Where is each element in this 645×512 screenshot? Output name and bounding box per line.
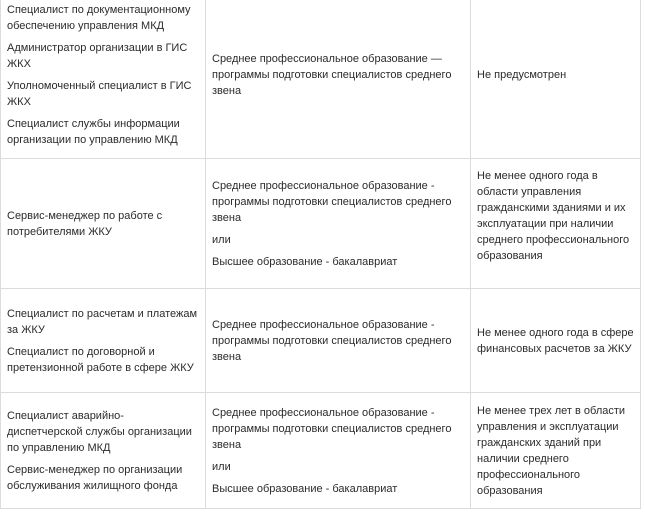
role-name: Специалист аварийно-диспетчерской службы организации по управлению МКД — [7, 409, 192, 454]
education-text: Высшее образование - бакалавриат — [212, 482, 398, 495]
experience-cell — [471, 159, 641, 289]
role-name: Специалист по расчетам и платежам за ЖКУ — [7, 307, 198, 336]
education-cell — [206, 289, 471, 393]
roles-cell — [1, 289, 206, 393]
role-name: Сервис-менеджер по организации обслуживания жилищного фонда — [7, 463, 183, 492]
education-or: или — [212, 460, 231, 473]
education-text: Среднее профессиональное образование - программы подготовки специалистов среднего звена — [212, 406, 452, 451]
experience-cell — [471, 0, 641, 159]
role-name: Уполномоченный специалист в ГИС ЖКХ — [7, 79, 192, 108]
education-cell — [206, 393, 471, 509]
roles-cell — [1, 393, 206, 509]
experience-text: Не предусмотрен — [477, 68, 567, 81]
roles-cell — [1, 0, 206, 159]
experience-cell — [471, 393, 641, 509]
education-text: Высшее образование - бакалавриат — [212, 255, 398, 268]
education-text: Среднее профессиональное образование - программы подготовки специалистов среднего звена — [212, 318, 452, 363]
role-name: Специалист по договорной и претензионной работе в сфере ЖКУ — [7, 345, 194, 374]
role-name: Специалист службы информации организации по управлению МКД — [7, 117, 180, 146]
role-name: Специалист по документационному обеспечению управления МКД — [7, 3, 191, 32]
education-text: Среднее профессиональное образование - программы подготовки специалистов среднего звена — [212, 179, 452, 224]
education-or: или — [212, 233, 231, 246]
experience-text: Не менее одного года в области управления гражданскими зданиями и их эксплуатации при наличии среднего профессионального образования — [477, 170, 630, 262]
table-row — [1, 0, 641, 159]
experience-cell — [471, 289, 641, 393]
experience-text: Не менее трех лет в области управления и эксплуатации гражданских зданий при наличии среднего профессионального образования — [477, 404, 626, 497]
education-text: Среднее профессиональное образование — программы подготовки специалистов среднего звена — [212, 52, 452, 97]
table-row — [1, 393, 641, 509]
experience-text: Не менее одного года в сфере финансовых расчетов за ЖКУ — [477, 326, 634, 355]
roles-cell — [1, 159, 206, 289]
table-row — [1, 159, 641, 289]
role-name: Администратор организации в ГИС ЖКХ — [7, 41, 188, 70]
table-row — [1, 289, 641, 393]
education-cell — [206, 0, 471, 159]
education-cell — [206, 159, 471, 289]
role-name: Сервис-менеджер по работе с потребителями ЖКУ — [7, 209, 163, 238]
